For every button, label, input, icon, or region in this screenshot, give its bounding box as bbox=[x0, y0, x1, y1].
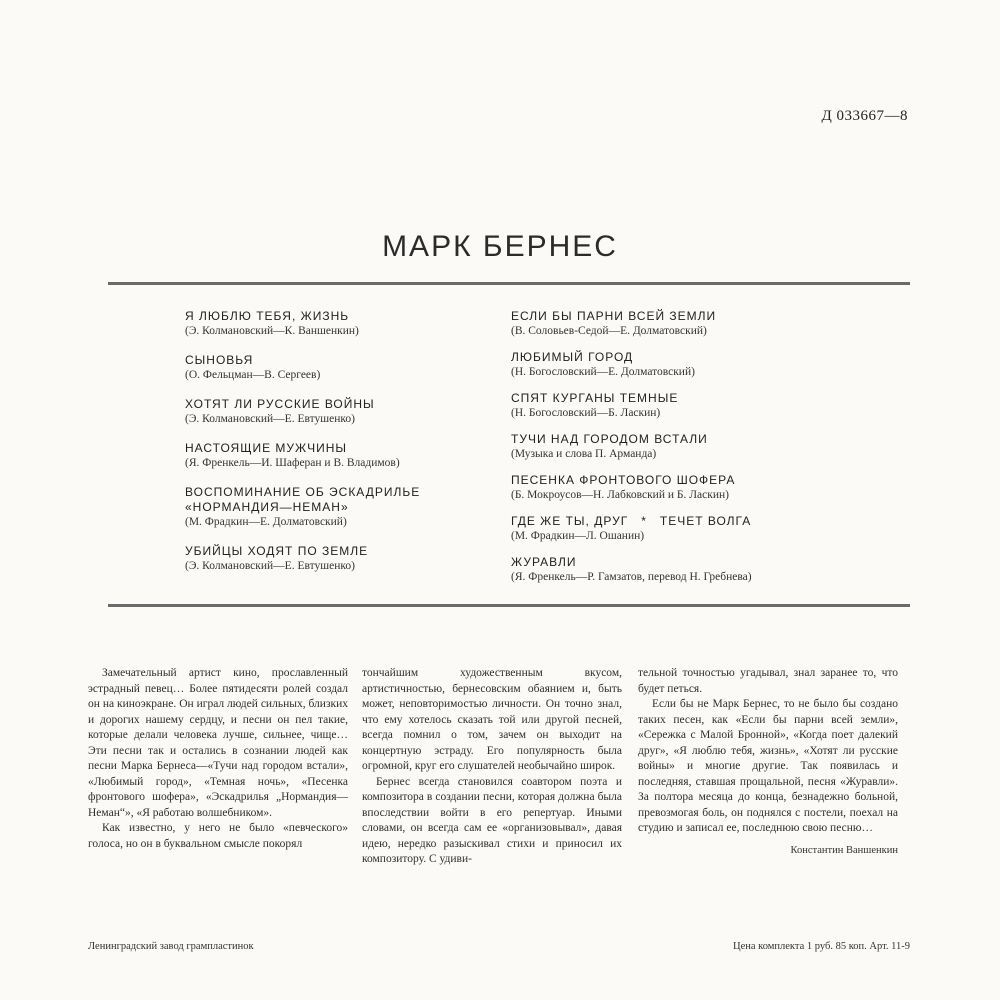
song-credits: (Б. Мокроусов—Н. Лабковский и Б. Ласкин) bbox=[511, 489, 729, 501]
song-credits: (О. Фельцман—В. Сергеев) bbox=[185, 369, 321, 381]
catalog-number: Д 033667—8 bbox=[821, 108, 908, 124]
song-credits: (Музыка и слова П. Арманда) bbox=[511, 448, 657, 460]
tracklist-right bbox=[511, 309, 841, 596]
bottom-divider bbox=[108, 604, 910, 607]
song-subtitle: «НОРМАНДИЯ—НЕМАН» bbox=[185, 500, 349, 514]
notes-column-3 bbox=[638, 666, 898, 858]
song-credits: (Н. Богословский—Б. Ласкин) bbox=[511, 407, 661, 419]
song-item bbox=[511, 432, 841, 462]
song-title: ЛЮБИМЫЙ ГОРОД bbox=[511, 350, 634, 364]
song-title: ЕСЛИ БЫ ПАРНИ ВСЕЙ ЗЕМЛИ bbox=[511, 309, 717, 323]
notes-paragraph: Если бы не Марк Бернес, то не было бы создано таких песен, как «Если бы парни всей земли», «Сережка с Малой Бронной», «Когда поет далекий друг», «Я люблю тебя, жизнь», «Хотят ли русские войны» и многие другие. Так появилась и последняя, ставшая прощальной, песня «Журавли». За полтора месяца до конца, безнадежно больной, превозмогая боль, он поднялся с постели, поехал на студию и записал ее, последнюю свою песню… bbox=[638, 698, 898, 834]
notes-column-2 bbox=[362, 666, 622, 868]
song-credits: (Э. Колмановский—Е. Евтушенко) bbox=[185, 560, 355, 572]
song-item bbox=[185, 544, 495, 574]
notes-paragraph: Как известно, у него не было «певческого» голоса, но он в буквальном смысле покорял bbox=[88, 822, 348, 850]
song-item bbox=[511, 514, 841, 544]
song-credits: (Я. Френкель—Р. Гамзатов, перевод Н. Гребнева) bbox=[511, 571, 752, 583]
song-credits: (М. Фрадкин—Е. Долматовский) bbox=[185, 516, 347, 528]
author-signature: Константин Ваншенкин bbox=[790, 844, 898, 856]
song-title: УБИЙЦЫ ХОДЯТ ПО ЗЕМЛЕ bbox=[185, 544, 369, 558]
notes-paragraph: тельной точностью угадывал, знал заранее то, что будет петься. bbox=[638, 667, 898, 695]
footer-manufacturer: Ленинградский завод грампластинок bbox=[88, 941, 254, 952]
song-item bbox=[185, 353, 495, 383]
song-item bbox=[185, 309, 495, 339]
song-credits: (Я. Френкель—И. Шаферан и В. Владимов) bbox=[185, 457, 400, 469]
song-item bbox=[511, 473, 841, 503]
song-item bbox=[511, 309, 841, 339]
song-title: ПЕСЕНКА ФРОНТОВОГО ШОФЕРА bbox=[511, 473, 736, 487]
song-title: Я ЛЮБЛЮ ТЕБЯ, ЖИЗНЬ bbox=[185, 309, 350, 323]
song-credits: (Э. Колмановский—Е. Евтушенко) bbox=[185, 413, 355, 425]
song-title: НАСТОЯЩИЕ МУЖЧИНЫ bbox=[185, 441, 348, 455]
song-title: СЫНОВЬЯ bbox=[185, 353, 254, 367]
song-credits: (М. Фрадкин—Л. Ошанин) bbox=[511, 530, 645, 542]
song-title: СПЯТ КУРГАНЫ ТЕМНЫЕ bbox=[511, 391, 679, 405]
song-item bbox=[185, 441, 495, 471]
song-credits: (В. Соловьев-Седой—Е. Долматовский) bbox=[511, 325, 707, 337]
notes-column-1 bbox=[88, 666, 348, 852]
song-item bbox=[511, 391, 841, 421]
tracklist-left bbox=[185, 309, 495, 588]
notes-paragraph: Замечательный артист кино, прославленный эстрадный певец… Более пятидесяти ролей создал он на киноэкране. Он играл людей сильных, близких и дорогих нашему сердцу, и песни он пел такие, которые делали человека лучше, сильнее, чище… Эти песни так и остались в сознании людей как песни Марка Бернеса—«Тучи над городом встали», «Любимый город», «Темная ночь», «Песенка фронтового шофера», «Эскадрилья „Нормандия—Неман“», «Я работаю волшебником». bbox=[88, 667, 348, 819]
song-title: ГДЕ ЖЕ ТЫ, ДРУГ * ТЕЧЕТ ВОЛГА bbox=[511, 514, 752, 528]
notes-paragraph: Бернес всегда становился соавтором поэта и композитора в создании песни, которая должна была впоследствии войти в его репертуар. Иными словами, он всегда сам ее «организовывал», давая идею, нередко разыскивал стихи и приносил их композитору. С удиви- bbox=[362, 775, 622, 865]
liner-notes bbox=[88, 666, 908, 866]
song-item bbox=[511, 350, 841, 380]
song-item bbox=[185, 485, 495, 530]
song-item bbox=[185, 397, 495, 427]
song-title: ЖУРАВЛИ bbox=[511, 555, 577, 569]
song-title: ТУЧИ НАД ГОРОДОМ ВСТАЛИ bbox=[511, 432, 708, 446]
song-title: ВОСПОМИНАНИЕ ОБ ЭСКАДРИЛЬЕ bbox=[185, 485, 421, 499]
footer-price: Цена комплекта 1 руб. 85 коп. Арт. 11-9 bbox=[733, 941, 910, 952]
notes-paragraph: тончайшим художественным вкусом, артистичностью, бернесовским обаянием и, быть может, неповторимостью личности. Он точно знал, что ему хотелось сказать той или другой песней, всегда помнил о том, зачем он выходит на концертную эстраду. Его популярность была огромной, круг его слушателей необычайно широк. bbox=[362, 667, 622, 772]
artist-title: МАРК БЕРНЕС bbox=[382, 230, 618, 263]
song-item bbox=[511, 555, 841, 585]
song-credits: (Э. Колмановский—К. Ваншенкин) bbox=[185, 325, 359, 337]
top-divider bbox=[108, 282, 910, 285]
song-credits: (Н. Богословский—Е. Долматовский) bbox=[511, 366, 695, 378]
song-title: ХОТЯТ ЛИ РУССКИЕ ВОЙНЫ bbox=[185, 397, 375, 411]
